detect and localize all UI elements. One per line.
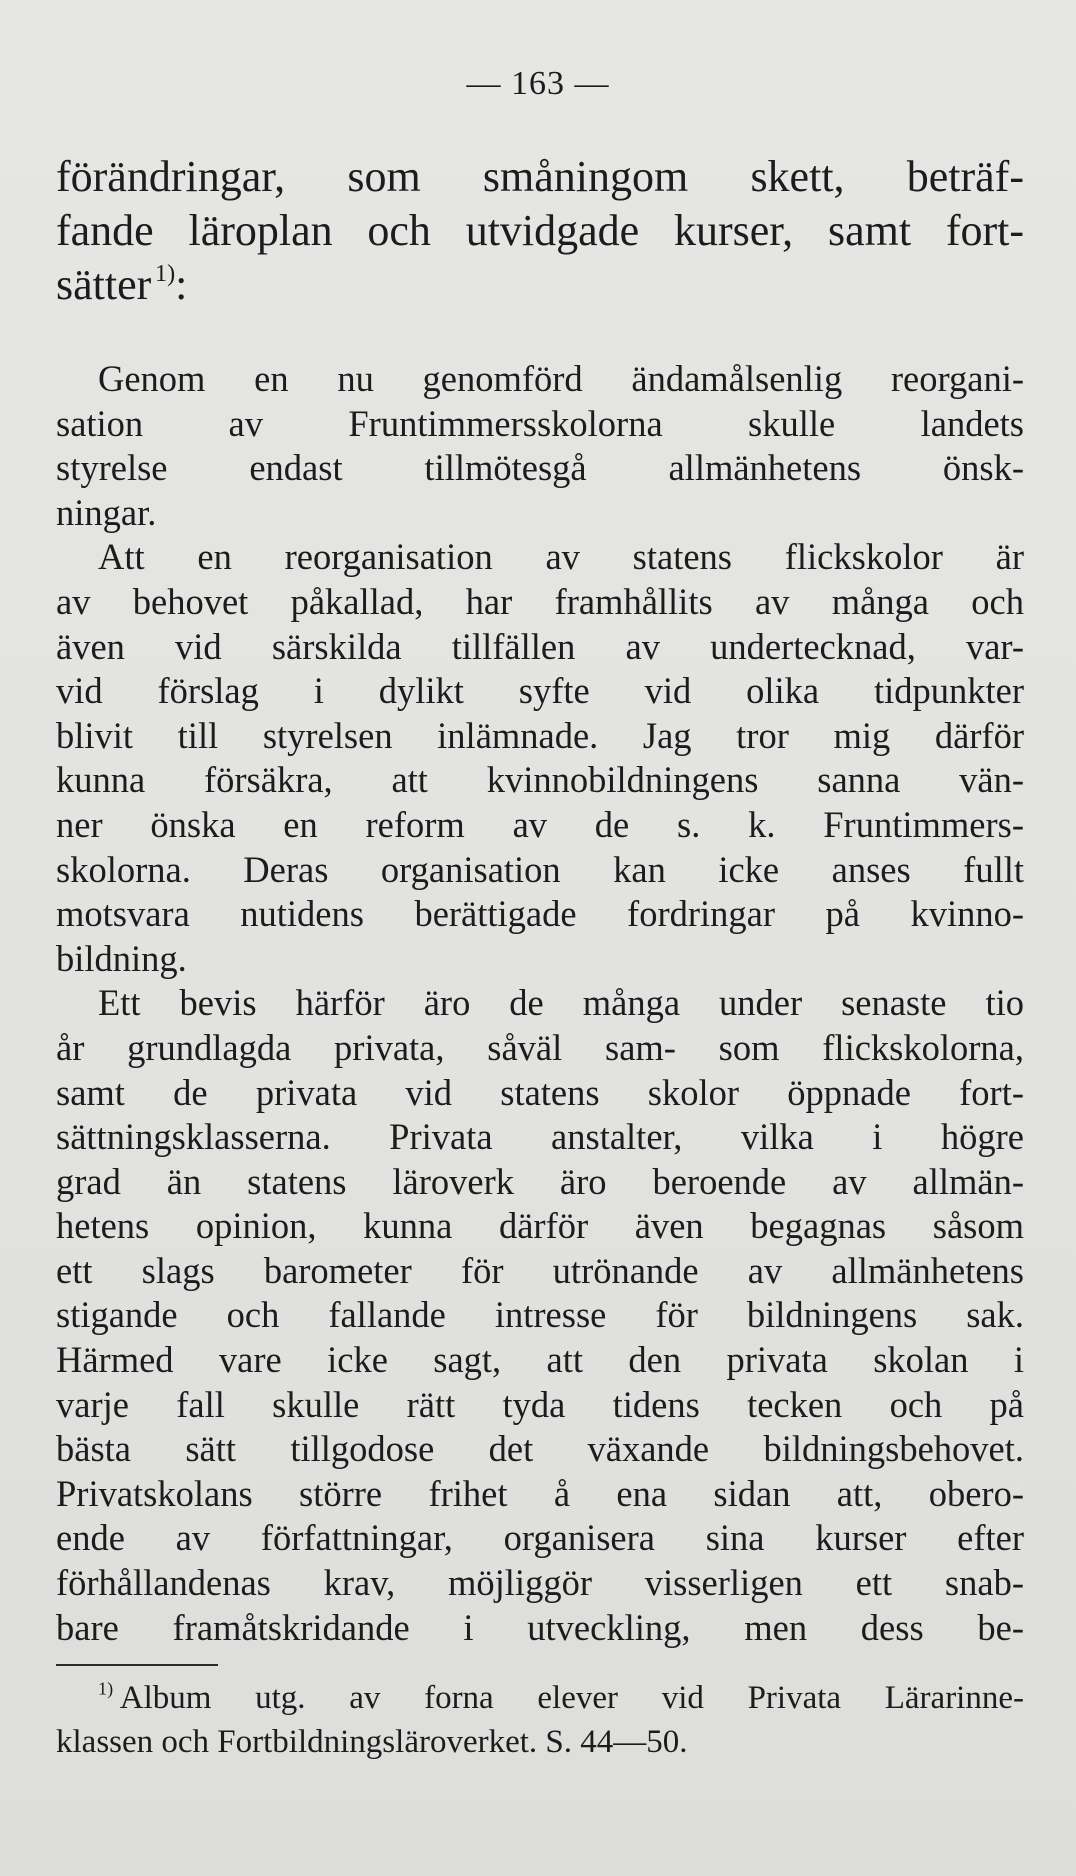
text-line: Privatskolans större frihet å ena sidan att, obero- bbox=[56, 1472, 1024, 1514]
text-line: ett slags barometer för utrönande av allmänhetens bbox=[56, 1249, 1024, 1291]
footnote-line: klassen och Fortbildningsläroverket. S. 44—50. bbox=[56, 1724, 688, 1760]
text-line: Ett bevis härför äro de många under senaste tio bbox=[98, 982, 1024, 1024]
text-fragment: : bbox=[175, 260, 188, 309]
text-line: förändringar, som småningom skett, beträf- bbox=[56, 152, 1024, 201]
quoted-text bbox=[56, 357, 1024, 1650]
text-line: skolorna. Deras organisation kan icke anses fullt bbox=[56, 848, 1024, 890]
text-line: stigande och fallande intresse för bildningens sak. bbox=[56, 1294, 1024, 1336]
text-line: styrelse endast tillmötesgå allmänhetens önsk- bbox=[56, 447, 1024, 489]
text-line: ende av författningar, organisera sina kurser efter bbox=[56, 1517, 1024, 1559]
footnote bbox=[56, 1676, 1024, 1764]
footnote-divider bbox=[56, 1664, 218, 1666]
text-line: ner önska en reform av de s. k. Fruntimmers- bbox=[56, 803, 1024, 845]
lead-paragraph bbox=[56, 150, 1024, 312]
text-line: kunna försäkra, att kvinnobildningens sanna vän- bbox=[56, 759, 1024, 801]
footnote-marker: 1) bbox=[98, 1678, 114, 1699]
text-line: hetens opinion, kunna därför även begagnas såsom bbox=[56, 1205, 1024, 1247]
text-line: år grundlagda privata, såväl sam- som flickskolorna, bbox=[56, 1026, 1024, 1068]
text-line: förhållandenas krav, möjliggör visserligen ett snab- bbox=[56, 1562, 1024, 1604]
text-line: bästa sätt tillgodose det växande bildningsbehovet. bbox=[56, 1428, 1024, 1470]
text-line: grad än statens läroverk äro beroende av allmän- bbox=[56, 1160, 1024, 1202]
text-line: varje fall skulle rätt tyda tidens tecken och på bbox=[56, 1383, 1024, 1425]
page-number: — 163 — bbox=[466, 65, 610, 102]
text-line: av behovet påkallad, har framhållits av många och bbox=[56, 580, 1024, 622]
text-line: vid förslag i dylikt syfte vid olika tidpunkter bbox=[56, 670, 1024, 712]
text-line: motsvara nutidens berättigade fordringar på kvinno- bbox=[56, 893, 1024, 935]
text-line: sättningsklasserna. Privata anstalter, vilka i högre bbox=[56, 1116, 1024, 1158]
text-line: blivit till styrelsen inlämnade. Jag tror mig därför bbox=[56, 714, 1024, 756]
text-line: Genom en nu genomförd ändamålsenlig reorgani- bbox=[98, 358, 1024, 399]
text-line: sation av Fruntimmersskolorna skulle landets bbox=[56, 402, 1024, 444]
text-line-with-footnote-ref bbox=[56, 258, 1024, 312]
text-fragment: sätter bbox=[56, 260, 152, 309]
text-line: även vid särskilda tillfällen av undertecknad, var- bbox=[56, 625, 1024, 667]
footnote-line bbox=[56, 1676, 1024, 1720]
text-fragment: Album utg. av forna elever vid Privata Lärarinne- bbox=[119, 1680, 1024, 1716]
text-line: Härmed vare icke sagt, att den privata skolan i bbox=[56, 1339, 1024, 1381]
footnote-reference: 1) bbox=[154, 259, 176, 287]
text-line: Att en reorganisation av statens flickskolor är bbox=[98, 536, 1024, 578]
text-line: bildning. bbox=[56, 937, 187, 979]
text-line: bare framåtskridande i utveckling, men dess be- bbox=[56, 1606, 1024, 1648]
text-line: samt de privata vid statens skolor öppnade fort- bbox=[56, 1071, 1024, 1113]
text-line: fande läroplan och utvidgade kurser, samt fort- bbox=[56, 206, 1024, 255]
text-line: ningar. bbox=[56, 491, 157, 533]
